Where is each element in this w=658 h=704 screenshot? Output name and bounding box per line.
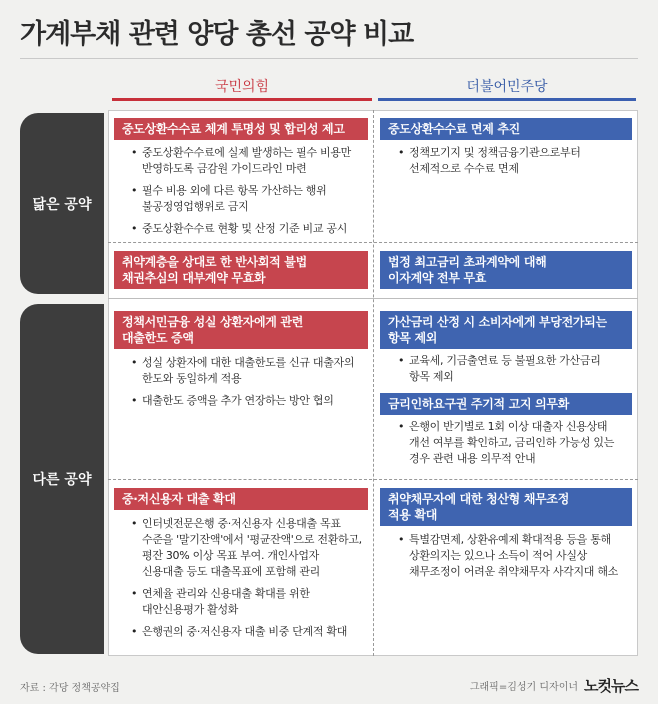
list-item: • 정책모기지 및 정책금융기관으로부터 선제적으로 수수료 면제: [398, 145, 632, 177]
credit-text: 그래픽=김성기 디자이너: [469, 682, 579, 693]
row-label-same: 닮은 공약: [20, 113, 104, 294]
source-note: 자료 : 각당 정책공약집: [20, 683, 120, 694]
row-divider: [108, 479, 638, 480]
page-title: 가계부채 관련 양당 총선 공약 비교: [20, 19, 414, 50]
ppp-same-1-list: [131, 145, 369, 243]
list-item: • 중도상환수수료에 실제 발생하는 필수 비용만 반영하도록 금감원 가이드라인 마련: [131, 145, 369, 177]
dem-diff-3-header: 취약채무자에 대한 청산형 채무조정 적용 확대: [380, 488, 632, 526]
ppp-diff-1-header: 정책서민금융 성실 상환자에게 관련 대출한도 증액: [114, 311, 368, 349]
ppp-diff-2-list: [131, 516, 371, 646]
list-item: • 연체율 관리와 신용대출 확대를 위한 대안신용평가 활성화: [131, 586, 371, 618]
title-divider: [20, 58, 638, 59]
brand-logo: 노컷뉴스: [584, 677, 638, 695]
dem-diff-2-list: [398, 419, 632, 473]
dem-same-2-header: 법정 최고금리 초과계약에 대해 이자계약 전부 무효: [380, 251, 632, 289]
party-dem-label: 더불어민주당: [466, 79, 548, 95]
list-item: • 은행권의 중·저신용자 대출 비중 단계적 확대: [131, 624, 371, 640]
credit-block: [470, 675, 638, 696]
list-item: • 성실 상환자에 대한 대출한도를 신규 대출자의 한도와 동일하게 적용: [131, 355, 369, 387]
party-ppp-label: 국민의힘: [214, 79, 270, 95]
party-ppp-underline: [112, 98, 372, 101]
list-item: • 인터넷전문은행 중·저신용자 신용대출 목표 수준을 '말기잔액'에서 '평균잔액'으로 전환하고, 평잔 30% 이상 목표 부여. 개인사업자 신용대출 등도 대출목표에 포함해 관리: [131, 516, 371, 580]
ppp-same-1-header: 중도상환수수료 체계 투명성 및 합리성 제고: [114, 118, 368, 140]
ppp-same-2-header: 취약계층을 상대로 한 반사회적 불법 채권추심의 대부계약 무효화: [114, 251, 368, 289]
ppp-diff-1-list: [131, 355, 369, 415]
list-item: • 중도상환수수료 현황 및 산정 기준 비교 공시: [131, 221, 369, 237]
list-item: • 은행이 반기별로 1회 이상 대출자 신용상태 개선 여부를 확인하고, 금리인하 가능성 있는 경우 관련 내용 의무적 안내: [398, 419, 632, 467]
row-label-diff: 다른 공약: [20, 304, 104, 654]
dem-diff-1-header: 가산금리 산정 시 소비자에게 부당전가되는 항목 제외: [380, 311, 632, 349]
list-item: • 특별감면제, 상환유예제 확대적용 등을 통해 상환의지는 있으나 소득이 적어 사실상 채무조정이 어려운 취약채무자 사각지대 해소: [398, 532, 632, 580]
dem-same-1-header: 중도상환수수료 면제 추진: [380, 118, 632, 140]
column-divider: [373, 110, 374, 656]
list-item: • 필수 비용 외에 다른 항목 가산하는 행위 불공정영업행위로 금지: [131, 183, 369, 215]
dem-same-1-list: [398, 145, 632, 183]
dem-diff-1-list: [398, 353, 632, 391]
list-item: • 교육세, 기금출연료 등 불필요한 가산금리 항목 제외: [398, 353, 632, 385]
dem-diff-2-header: 금리인하요구권 주기적 고지 의무화: [380, 393, 632, 415]
dem-diff-3-list: [398, 532, 632, 586]
party-dem-underline: [378, 98, 636, 101]
section-divider: [108, 298, 638, 299]
list-item: • 대출한도 증액을 추가 연장하는 방안 협의: [131, 393, 369, 409]
ppp-diff-2-header: 중·저신용자 대출 확대: [114, 488, 368, 510]
